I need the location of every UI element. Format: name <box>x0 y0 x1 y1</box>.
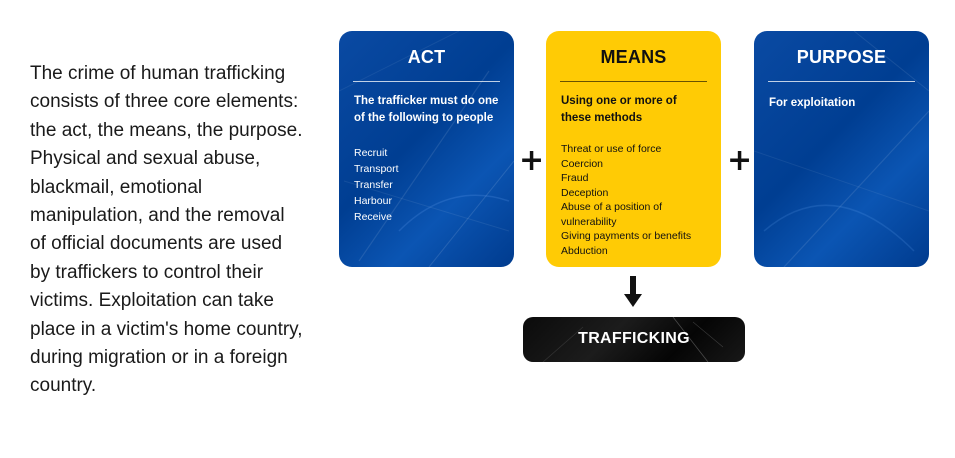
list-item: Deception <box>561 186 609 199</box>
card-item-list <box>561 142 713 258</box>
card-title: MEANS <box>600 47 667 67</box>
list-item: Transfer <box>354 179 393 191</box>
intro-paragraph: The crime of human trafficking consists of three core elements: the act, the means, the purpose. Physical and sexual abuse, blackmail, emotional manipulation, and the removal of official documents are used by traffickers to control their victims. Exploitation can take place in a victim's home country, during migration or in a foreign country. <box>30 63 303 397</box>
card-title: ACT <box>407 47 446 67</box>
card-heading: The trafficker must do one of the following to people <box>354 95 499 124</box>
list-item: Fraud <box>561 172 589 184</box>
list-item: Abuse of a position of vulnerability <box>561 201 662 228</box>
list-item: Coercion <box>561 157 604 170</box>
list-item: Receive <box>354 211 392 223</box>
list-item: Abduction <box>561 244 608 257</box>
card-divider <box>353 81 500 82</box>
card-divider <box>768 81 915 82</box>
list-item: Recruit <box>354 147 388 159</box>
plus-operator: + <box>519 143 545 178</box>
trafficking-result-box <box>523 317 745 362</box>
purpose-card <box>754 31 929 267</box>
list-item: Giving payments or benefits <box>561 230 692 242</box>
means-card <box>546 31 721 267</box>
list-item: Transport <box>354 163 399 175</box>
card-item-list <box>354 145 506 225</box>
list-item: Harbour <box>354 195 392 207</box>
arrow-down-icon <box>623 276 643 308</box>
card-divider <box>560 81 707 82</box>
card-heading: Using one or more of these methods <box>561 95 677 124</box>
result-label: TRAFFICKING <box>578 330 690 347</box>
card-title: PURPOSE <box>796 47 887 67</box>
card-heading: For exploitation <box>769 97 856 109</box>
plus-operator: + <box>727 143 753 178</box>
act-card <box>339 31 514 267</box>
list-item: Threat or use of force <box>561 143 662 155</box>
